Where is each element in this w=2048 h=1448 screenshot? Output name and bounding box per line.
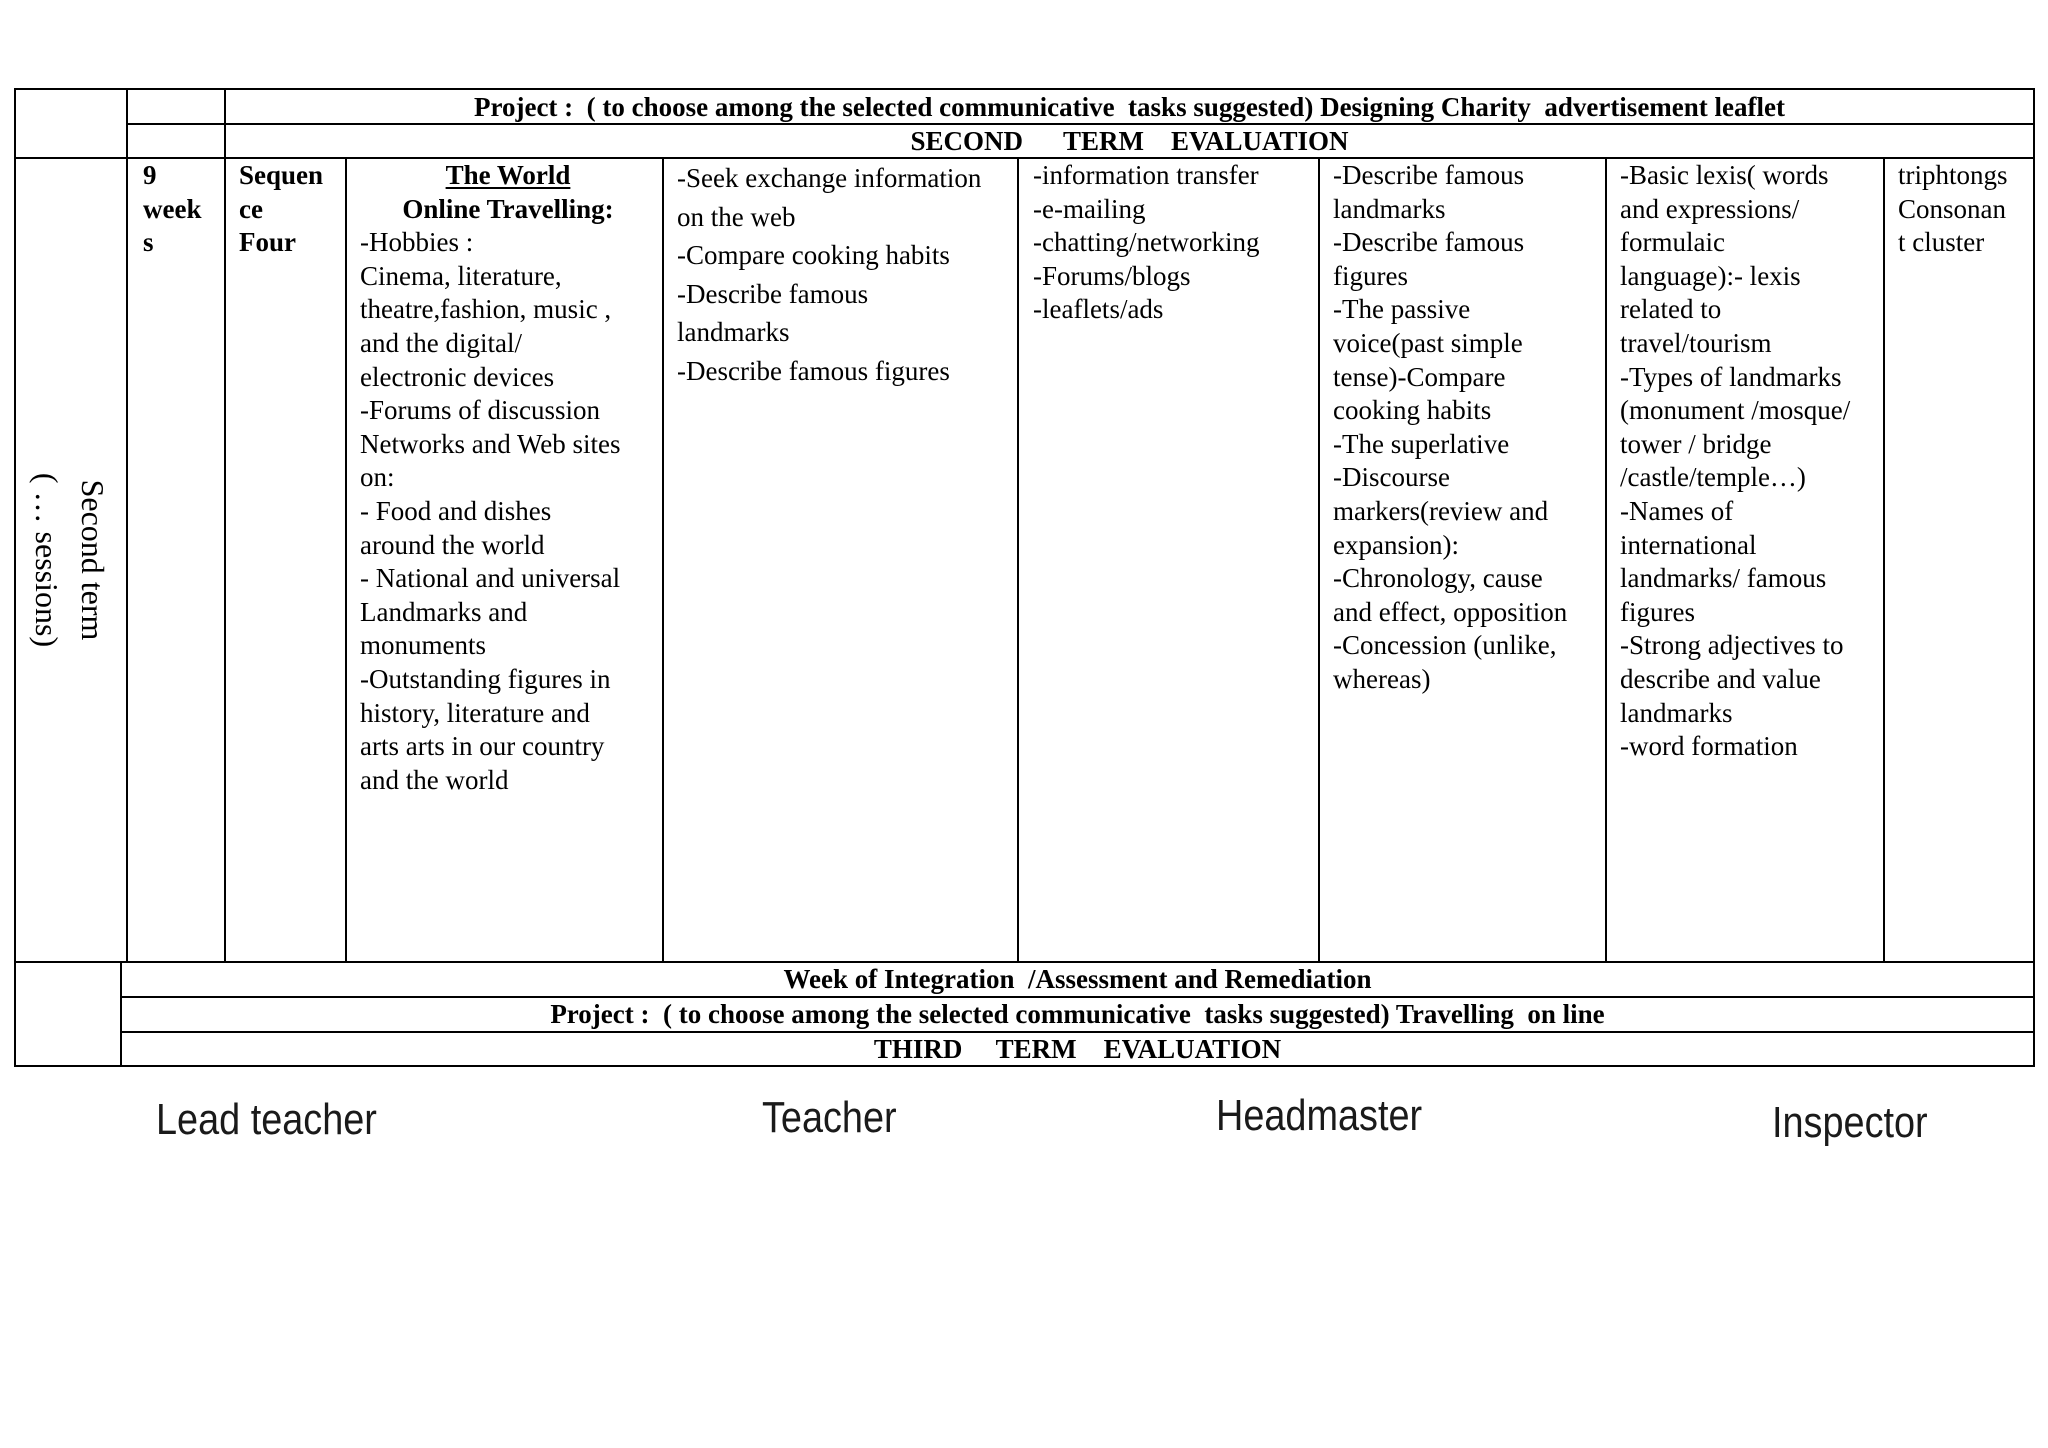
- grammar-line: -Chronology, cause: [1333, 563, 1543, 594]
- col-rule-weeks: [224, 88, 226, 962]
- grammar-line: -The superlative: [1333, 428, 1510, 459]
- vocabulary-line: related to: [1620, 294, 1722, 325]
- duration-line: s: [143, 227, 154, 258]
- vocabulary-line: -word formation: [1620, 731, 1798, 762]
- grammar-line: expansion):: [1333, 529, 1459, 560]
- theme-cell: [360, 159, 656, 797]
- function-line: -Describe famous: [677, 278, 869, 309]
- term-label: Second term: [75, 479, 111, 641]
- grammar-line: whereas): [1333, 663, 1431, 694]
- col-rule-sequence: [345, 157, 347, 962]
- grammar-line: markers(review and: [1333, 495, 1549, 526]
- vocabulary-line: landmarks/ famous: [1620, 563, 1827, 594]
- col-rule-theme: [662, 157, 664, 962]
- theme-line: -Forums of discussion: [360, 395, 601, 426]
- duration-line: 9: [143, 160, 157, 190]
- grammar-line: cooking habits: [1333, 395, 1492, 426]
- inspector-signature-label: Inspector: [1772, 1098, 1928, 1147]
- table-bottom-border: [14, 1065, 2035, 1067]
- vocabulary-line: travel/tourism: [1620, 327, 1772, 358]
- vocabulary-line: international: [1620, 529, 1757, 560]
- lead-teacher-signature-label: Lead teacher: [156, 1095, 377, 1144]
- teacher-signature-label: Teacher: [762, 1093, 897, 1142]
- duration-line: week: [143, 193, 202, 224]
- vocabulary-line: and expressions/: [1620, 193, 1800, 224]
- skills-cell: [1033, 159, 1259, 327]
- grammar-line: tense)-Compare: [1333, 361, 1506, 392]
- functions-cell: [677, 159, 981, 391]
- pronunciation-line: t cluster: [1898, 227, 1985, 258]
- sequence-cell: [239, 159, 323, 260]
- theme-line: monuments: [360, 630, 486, 661]
- function-line: landmarks: [677, 317, 790, 348]
- vocabulary-line: describe and value: [1620, 663, 1821, 694]
- theme-line: on:: [360, 462, 395, 493]
- pronunciation-cell: [1898, 159, 2008, 260]
- theme-line: Cinema, literature,: [360, 260, 562, 291]
- theme-line: - National and universal: [360, 563, 621, 594]
- grammar-line: -Describe famous: [1333, 227, 1525, 258]
- pronunciation-line: triphtongs: [1898, 160, 2008, 190]
- theme-subtitle: Online Travelling:: [402, 193, 614, 224]
- table-left-border: [14, 88, 16, 1067]
- theme-title: The World: [445, 160, 571, 190]
- duration-cell: [143, 159, 201, 260]
- theme-line: history, literature and: [360, 697, 590, 728]
- function-line: -Describe famous figures: [677, 355, 950, 386]
- second-term-evaluation-row: SECOND TERM EVALUATION: [910, 126, 1349, 156]
- skill-line: -information transfer: [1033, 160, 1259, 190]
- third-term-evaluation-row: THIRD TERM EVALUATION: [873, 1034, 1282, 1064]
- rule-after-integration: [120, 996, 2035, 998]
- theme-line: Landmarks and: [360, 596, 528, 627]
- col-rule-side: [126, 88, 128, 962]
- grammar-line: -Describe famous: [1333, 160, 1525, 190]
- skill-line: -leaflets/ads: [1033, 294, 1164, 325]
- vocabulary-line: landmarks: [1620, 697, 1733, 728]
- term-side-label: [24, 473, 116, 647]
- rule-after-project: [126, 123, 2035, 125]
- vocabulary-line: figures: [1620, 596, 1695, 627]
- skill-line: -Forums/blogs: [1033, 260, 1191, 291]
- vocabulary-line: -Names of: [1620, 495, 1734, 526]
- theme-line: -Hobbies :: [360, 227, 474, 258]
- grammar-line: voice(past simple: [1333, 327, 1523, 358]
- grammar-line: landmarks: [1333, 193, 1446, 224]
- vocabulary-line: -Basic lexis( words: [1620, 160, 1829, 190]
- integration-row: Week of Integration /Assessment and Remediation: [783, 964, 1372, 994]
- theme-line: and the world: [360, 764, 509, 795]
- rule-after-third-project: [120, 1031, 2035, 1033]
- theme-line: Networks and Web sites: [360, 428, 621, 459]
- theme-line: electronic devices: [360, 361, 555, 392]
- table-right-border: [2033, 88, 2035, 1067]
- function-line: on the web: [677, 201, 796, 232]
- theme-line: - Food and dishes: [360, 495, 552, 526]
- table-top-border: [14, 88, 2035, 90]
- third-term-project-row: Project : ( to choose among the selected communicative tasks suggested) Travelling on line: [550, 999, 1605, 1029]
- theme-line: and the digital/: [360, 327, 522, 358]
- skill-line: -e-mailing: [1033, 193, 1146, 224]
- col-rule-vocabulary: [1883, 157, 1885, 962]
- sequence-line: Sequen: [239, 160, 324, 190]
- pronunciation-line: Consonan: [1898, 193, 2006, 224]
- vocabulary-line: tower / bridge: [1620, 428, 1772, 459]
- grammar-line: and effect, opposition: [1333, 596, 1568, 627]
- vocabulary-line: (monument /mosque/: [1620, 395, 1851, 426]
- vocabulary-line: -Types of landmarks: [1620, 361, 1842, 392]
- second-term-project-row: Project : ( to choose among the selected communicative tasks suggested) Designing Charity advertisement leaflet: [473, 92, 1785, 122]
- grammar-line: -The passive: [1333, 294, 1471, 325]
- grammar-line: -Discourse: [1333, 462, 1450, 493]
- grammar-line: -Concession (unlike,: [1333, 630, 1557, 661]
- sessions-label: ( … sessions): [29, 472, 65, 648]
- sequence-line: Four: [239, 227, 296, 258]
- theme-line: theatre,fashion, music ,: [360, 294, 612, 325]
- grammar-cell: [1333, 159, 1567, 697]
- theme-line: -Outstanding figures in: [360, 663, 611, 694]
- grammar-line: figures: [1333, 260, 1408, 291]
- vocabulary-line: /castle/temple…): [1620, 462, 1806, 493]
- theme-line: arts arts in our country: [360, 731, 605, 762]
- vocabulary-line: language):- lexis: [1620, 260, 1801, 291]
- function-line: -Compare cooking habits: [677, 240, 950, 271]
- vocabulary-line: formulaic: [1620, 227, 1725, 258]
- rule-after-main-row: [14, 961, 2035, 963]
- headmaster-signature-label: Headmaster: [1216, 1091, 1423, 1140]
- col-rule-skills: [1318, 157, 1320, 962]
- sequence-line: ce: [239, 193, 263, 224]
- function-line: -Seek exchange information: [677, 163, 982, 193]
- col-rule-grammar: [1605, 157, 1607, 962]
- vocabulary-cell: [1620, 159, 1850, 764]
- theme-line: around the world: [360, 529, 545, 560]
- col-rule-functions: [1017, 157, 1019, 962]
- skill-line: -chatting/networking: [1033, 227, 1260, 258]
- vocabulary-line: -Strong adjectives to: [1620, 630, 1844, 661]
